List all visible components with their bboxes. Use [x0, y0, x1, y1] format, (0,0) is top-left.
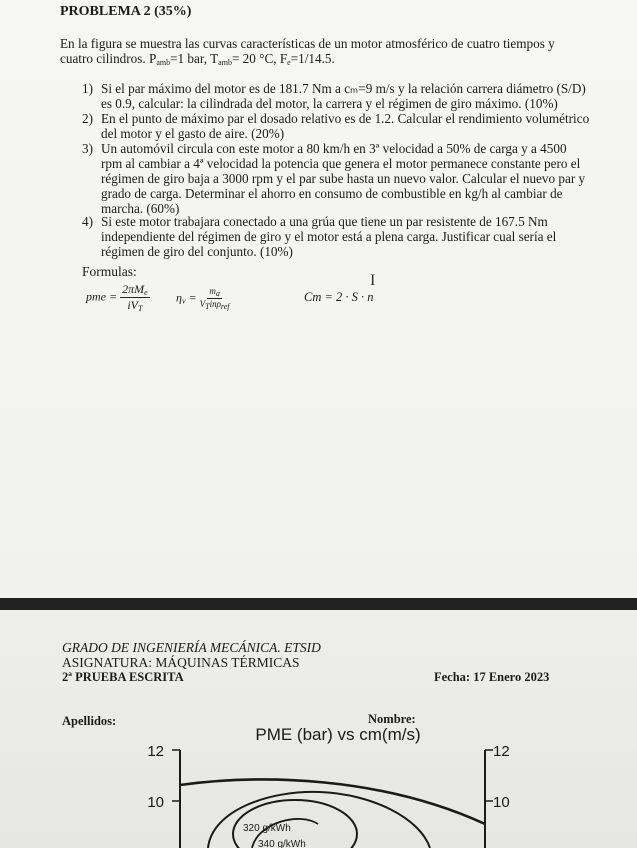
contour-label-340: 340 g/kWh: [258, 839, 306, 848]
exam-title: 2ª PRUEBA ESCRITA: [62, 670, 184, 684]
formula-volumetric-efficiency: $\eta_v$ = $\frac{m_a}{V_Tin\rho_{ref}}$: [176, 286, 230, 311]
y-tick-left-12: 12: [147, 743, 164, 760]
y-tick-left-10: 10: [147, 794, 164, 811]
formula-mean-piston-speed: Cm = 2 · S · n: [304, 290, 374, 304]
problem-title: PROBLEMA 2 (35%): [60, 4, 192, 19]
exam-page-header: [0, 610, 637, 848]
question-item-4: 4) Si este motor trabajara conectado a una grúa que tiene un par resistente de 167.5 Nm independiente del régimen de giro y el motor está a plena carga. Justificar cual sería el régimen de giro del conjunto. (10%): [82, 214, 557, 259]
surname-label: Apellidos:: [62, 714, 117, 728]
intro-line-1: En la figura se muestra las curvas características de un motor atmosférico de cuatro tiempos y: [60, 36, 555, 51]
y-tick-right-12: 12: [493, 743, 510, 760]
text-cursor-icon: I: [370, 272, 376, 289]
contour-label-320: 320 g/kWh: [243, 823, 291, 834]
pme-chart: [0, 610, 637, 848]
contour-340: [208, 792, 430, 848]
subject-title: ASIGNATURA: MÁQUINAS TÉRMICAS: [62, 655, 300, 670]
question-item-3: 3) Un automóvil circula con este motor a 80 km/h en 3ª velocidad a 50% de carga y a 4500 rpm al cambiar a 4ª velocidad la potencia que genera el motor permanece constante pero el régimen de giro baja a 3000 rpm y el par sube hasta un nuevo valor. Calcular el nuevo par y grado de carga. Determinar el ahorro en consumo de combustible en kg/h al cambiar de marcha. (60%): [82, 141, 586, 216]
page-divider: [0, 598, 637, 610]
formula-pme: pme = $\frac{2\pi M_e}{iV_T}$: [86, 282, 148, 313]
chart-title: PME (bar) vs cm(m/s): [255, 725, 421, 744]
name-label: Nombre:: [368, 712, 416, 726]
formulas-label: Formulas:: [82, 264, 137, 279]
y-tick-right-10: 10: [493, 794, 510, 811]
question-item-1: 1) Si el par máximo del motor es de 181.7 Nm a cₘ=9 m/s y la relación carrera diámetro (S/D) es 0.9, calcular: la cilindrada del motor, la carrera y el régimen de giro máximo. (10%): [82, 81, 586, 111]
question-item-2: 2) En el punto de máximo par el dosado relativo es de 1.2. Calcular el rendimiento volumétrico del motor y el gasto de aire. (20%): [82, 111, 590, 141]
problem-intro: [60, 36, 555, 70]
intro-line-2: cuatro cilindros. $P_{amb}=1$ bar, $T_{amb}= 20$ °C, $F_e=1/14.5$.: [60, 51, 335, 67]
degree-title: GRADO DE INGENIERÍA MECÁNICA. ETSID: [62, 640, 321, 655]
exam-date: Fecha: 17 Enero 2023: [434, 670, 550, 684]
